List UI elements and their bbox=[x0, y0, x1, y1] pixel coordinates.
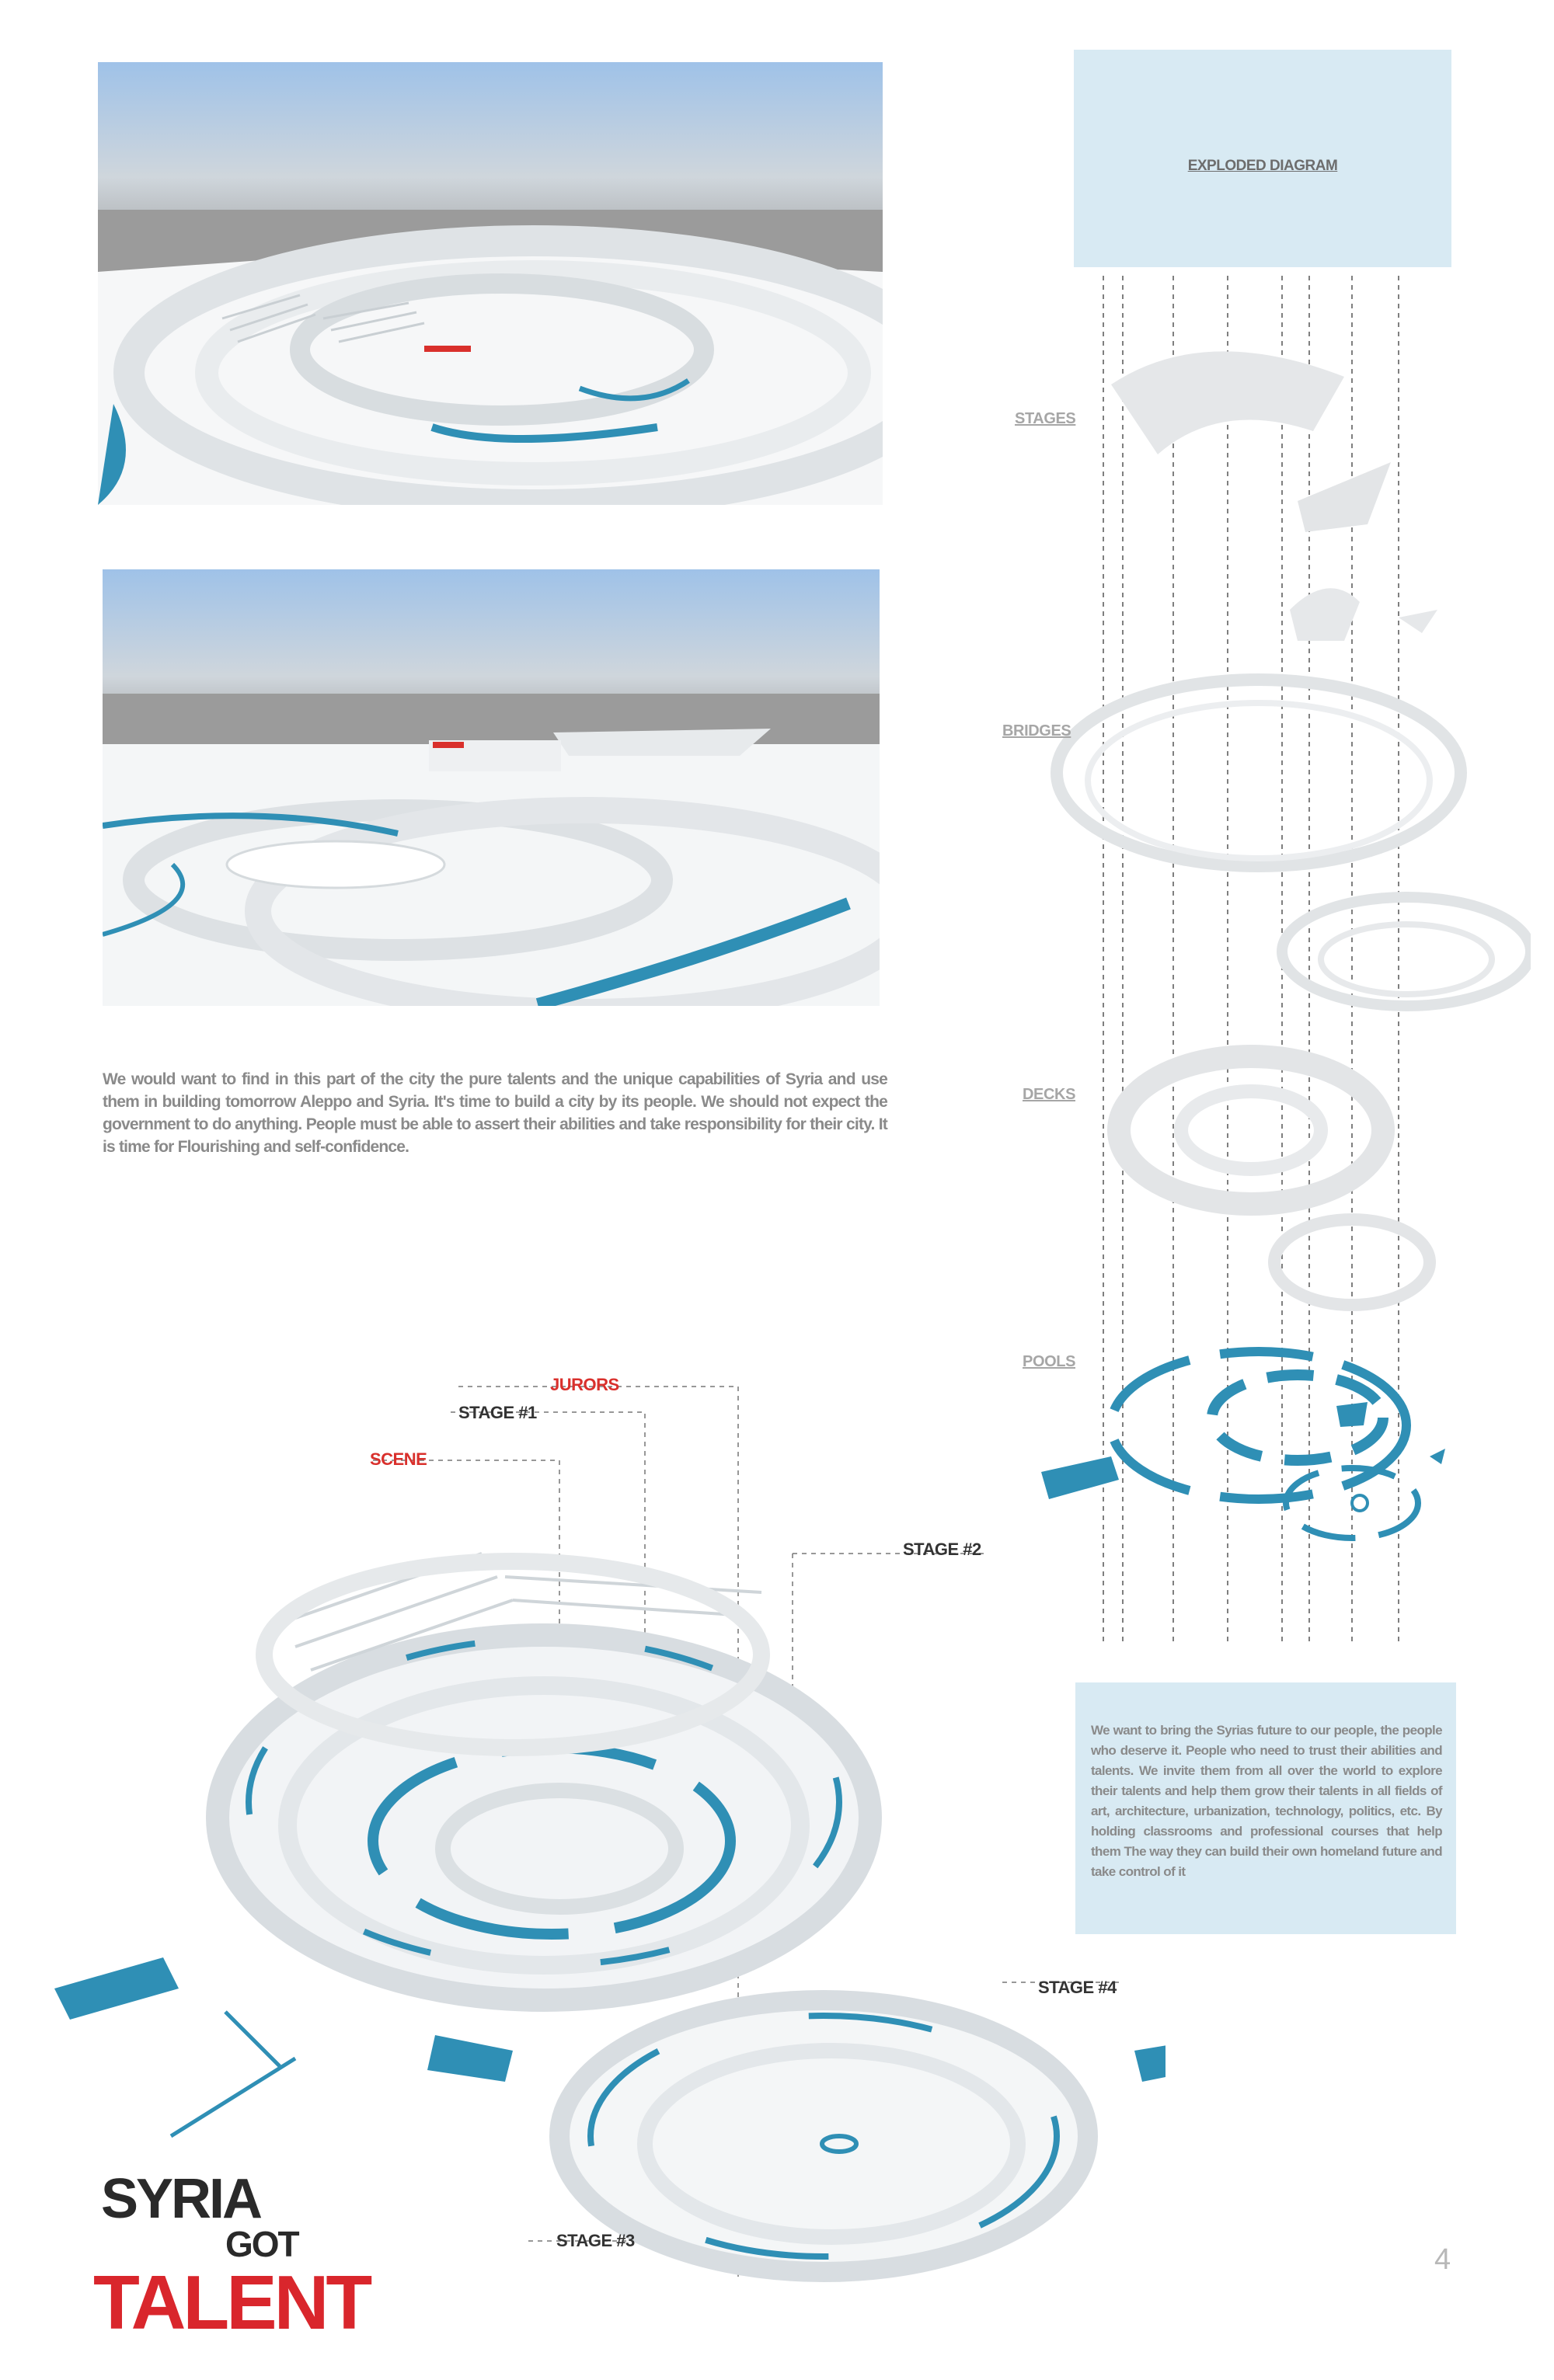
callout-stage-4: STAGE #4 bbox=[1038, 1978, 1117, 1997]
axonometric-drawing bbox=[47, 1367, 1166, 2299]
logo-line-talent: TALENT bbox=[93, 2260, 370, 2345]
callout-stage-3: STAGE #3 bbox=[556, 2231, 635, 2250]
intro-paragraph: We would want to find in this part of the city the pure talents and the unique capabilities of Syria and use them in building tomorrow Aleppo and Syria. It's time to build a city by its people. We should not expect the government to do anything. People must be able to assert their abilities and take responsibility for their city. It is time for Flourishing and self-confidence. bbox=[103, 1070, 887, 1156]
callout-stage-2: STAGE #2 bbox=[903, 1540, 981, 1559]
layer-label-stages: STAGES bbox=[1015, 410, 1076, 427]
layer-label-decks: DECKS bbox=[1023, 1086, 1076, 1103]
logo-line-syria: SYRIA bbox=[101, 2168, 261, 2230]
callout-jurors: JURORS bbox=[550, 1375, 619, 1394]
side-paragraph: We want to bring the Syrias future to our people, the people who deserve it. People who need to trust their abilities and talents. We invite them from all over the world to explore their talents and help them grow their talents in all fields of art, architecture, urbanization, technology, politics, etc. By holding classrooms and professional courses that help them The way they can build their own homeland future and take control of it bbox=[1091, 1723, 1442, 1879]
page-number: 4 bbox=[1434, 2243, 1451, 2276]
layer-label-pools: POOLS bbox=[1023, 1353, 1076, 1370]
callout-scene: SCENE bbox=[370, 1449, 427, 1469]
exploded-diagram-title: EXPLODED DIAGRAM bbox=[1187, 158, 1338, 174]
callout-stage-1: STAGE #1 bbox=[458, 1403, 537, 1422]
layer-label-bridges: BRIDGES bbox=[1002, 722, 1071, 739]
render-view-1 bbox=[98, 62, 883, 505]
syria-got-talent-logo bbox=[93, 2167, 388, 2354]
logo-line-got: GOT bbox=[225, 2224, 298, 2264]
render-view-2 bbox=[103, 569, 880, 1006]
